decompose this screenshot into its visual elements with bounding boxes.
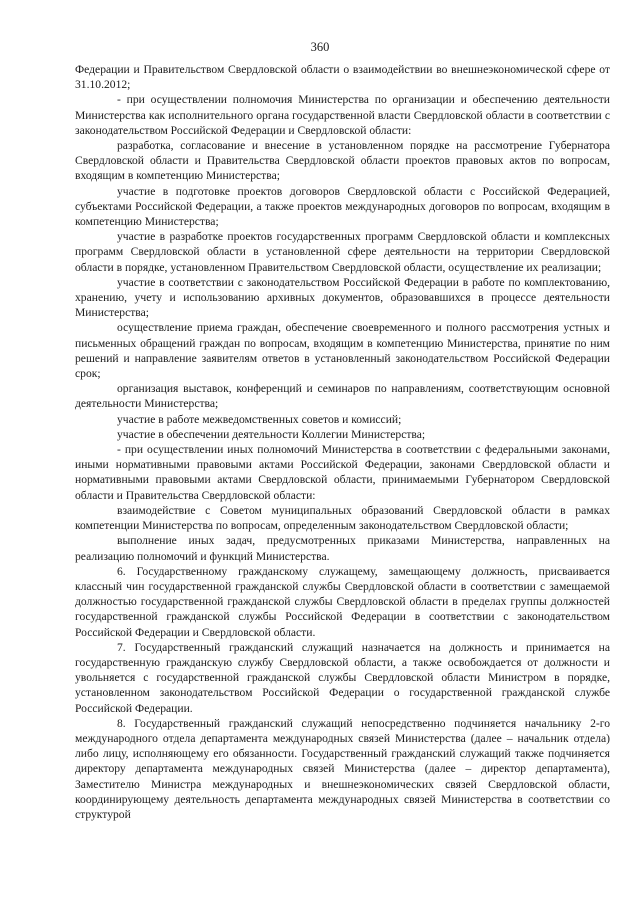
paragraph: участие в разработке проектов государственных программ Свердловской области и комплексных программ Свердловской области в установленной сфере деятельности на территории Свердловской области в порядке, установленном Правительством Свердловской области, осуществление их реализации; bbox=[75, 230, 610, 274]
paragraph: 7. Государственный гражданский служащий назначается на должность и принимается на государственную гражданскую службу Свердловской области, а также освобождается от должности и увольняется с государственной гражданской службы Свердловской области Министром в порядке, установленном законодательством Российской Федерации о государственной гражданской службе Российской Федерации. bbox=[75, 640, 610, 715]
paragraph: - при осуществлении полномочия Министерства по организации и обеспечению деятельности Министерства как исполнительного органа государственной власти Свердловской области в соответствии с законодательством Российской Федерации и Свердловской области: bbox=[75, 93, 610, 137]
page-number: 360 bbox=[310, 40, 330, 54]
document-body bbox=[75, 62, 610, 822]
paragraph: выполнение иных задач, предусмотренных приказами Министерства, направленных на реализацию полномочий и функций Министерства. bbox=[75, 534, 610, 563]
paragraph: участие в подготовке проектов договоров Свердловской области с Российской Федерацией, субъектами Российской Федерации, а также проектов международных договоров по вопросам, входящим в компетенцию Министерства; bbox=[75, 184, 610, 229]
paragraph: 8. Государственный гражданский служащий непосредственно подчиняется начальнику 2-го международного отдела департамента международных связей Министерства (далее – начальник отдела) либо лицу, исполняющему его обязанности. Государственный гражданский служащий также подчиняется директору департамента международных связей Министерства (далее – директор департамента), Заместителю Министра международных и внешнеэкономических связей Свердловской области, координирующему деятельность департамента международных связей Министерства в соответствии со структурой bbox=[75, 716, 610, 821]
paragraph: участие в соответствии с законодательством Российской Федерации в работе по комплектованию, хранению, учету и использованию архивных документов, образовавшихся в процессе деятельности Министерства; bbox=[75, 275, 610, 320]
paragraph: участие в работе межведомственных советов и комиссий; bbox=[117, 412, 402, 426]
paragraph: - при осуществлении иных полномочий Министерства в соответствии с федеральными законами, иными нормативными правовыми актами Российской Федерации, законами Свердловской области и нормативными правовыми актами Свердловской области, принимаемыми Губернатором Свердловской области и Правительства Свердловской области: bbox=[75, 443, 610, 502]
paragraph: осуществление приема граждан, обеспечение своевременного и полного рассмотрения устных и письменных обращений граждан по вопросам, входящим в компетенцию Министерства, принятие по ним решений и направление заявителям ответов в установленный законодательством Российской Федерации срок; bbox=[75, 321, 610, 381]
paragraph: организация выставок, конференций и семинаров по направлениям, соответствующим основной деятельности Министерства; bbox=[75, 382, 610, 411]
paragraph: участие в обеспечении деятельности Коллегии Министерства; bbox=[117, 427, 426, 441]
paragraph: 6. Государственному гражданскому служащему, замещающему должность, присваивается классный чин государственной гражданской службы Свердловской области в соответствии с замещаемой должностью государственной гражданской службы Свердловской области в пределах группы должностей государственной гражданской службы Российской Федерации в соответствии с законодательством Российской Федерации и Свердловской области. bbox=[75, 564, 610, 639]
paragraph: Федерации и Правительством Свердловской области о взаимодействии во внешнеэкономической сфере от 31.10.2012; bbox=[75, 63, 610, 92]
paragraph: взаимодействие с Советом муниципальных образований Свердловской области в рамках компетенции Министерства по вопросам, определенным законодательством Свердловской области; bbox=[75, 503, 610, 533]
paragraph: разработка, согласование и внесение в установленном порядке на рассмотрение Губернатора Свердловской области и Правительства Свердловской области проектов правовых актов по вопросам, входящим в компетенцию Министерства; bbox=[75, 139, 610, 183]
